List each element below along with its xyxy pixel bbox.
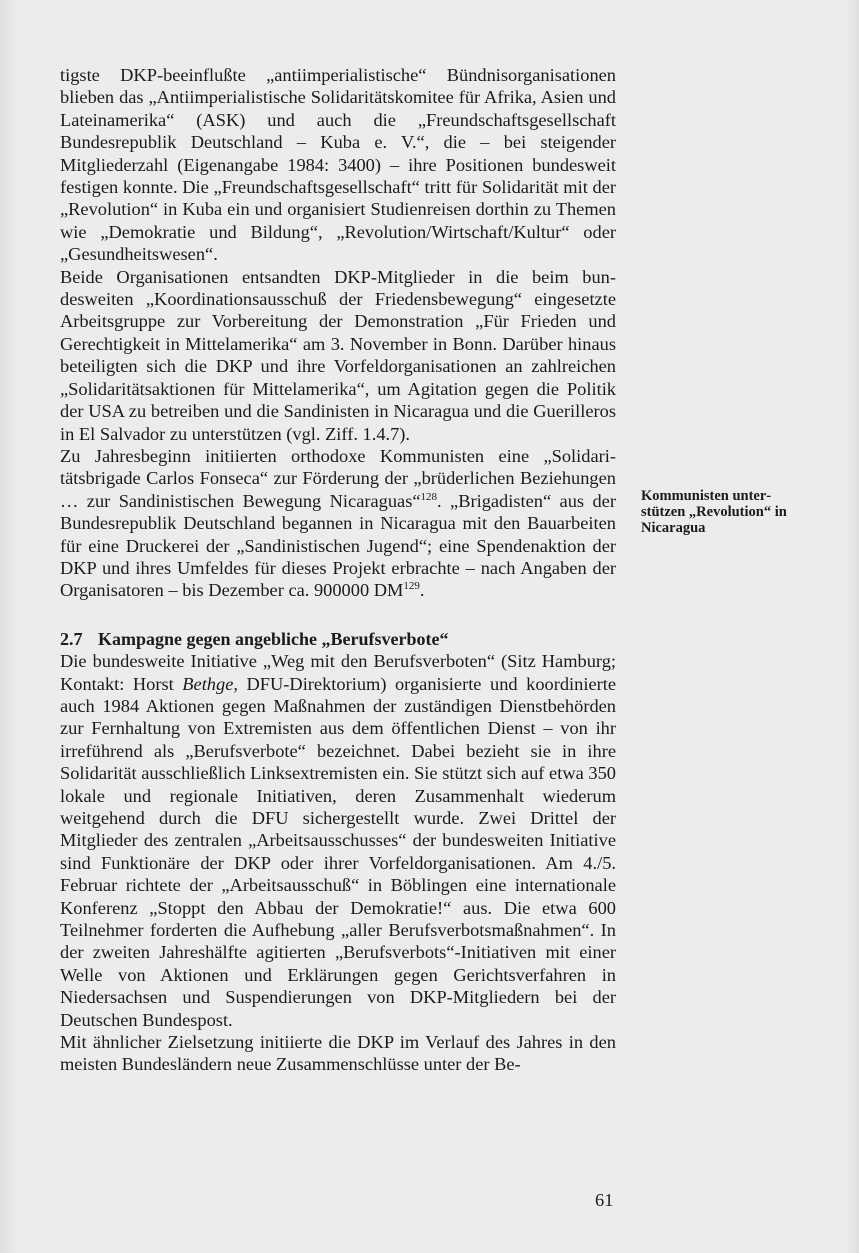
paragraph-berufsverbote-initiative [60,650,616,1031]
page-number: 61 [595,1190,614,1210]
paragraph-text: Zu Jahresbeginn initiierten orthodoxe Kommunisten eine „Solidaritätsbrigade Carlos Fonseca“ zur Förderung der „brüderlichen Beziehungen … zur Sandinistischen Bewegung Nicaraguas“ [60,445,616,511]
paragraph-coordination-committee: Beide Organisationen entsandten DKP-Mitglieder in die beim bundesweiten „Koordinationsausschuß der Friedensbewegung“ eingesetzte Arbeitsgruppe zur Vorbereitung der Demonstration „Für Frieden und Gerechtigkeit in Mittelamerika“ am 3. November in Bonn. Darüber hinaus beteiligten sich die DKP und ihre Vorfeldorganisationen an zahlreichen „Solidaritätsaktionen für Mittelamerika“, um Agitation gegen die Politik der USA zu betreiben und die Sandinisten in Nicaragua und die Guerilleros in El Salvador zu unterstützen (vgl. Ziff. 1.4.7). [60,266,616,444]
paragraph-friendship-societies: tigste DKP-beeinflußte „antiimperialistische“ Bündnisorganisationen blieben das „Antiimperialistische Solidaritätskomitee für Afrika, Asien und Lateinamerika“ (ASK) und auch die „Freundschaftsgesellschaft Bundesrepublik Deutschland – Kuba e. V.“, die – bei steigender Mitgliederzahl (Eigenangabe 1984: 3400) – ihre Positionen bundesweit festigen konnte. Die „Freundschaftsgesellschaft“ tritt für Solidarität mit der „Revolution“ in Kuba ein und organisiert Studienreisen dorthin zu Themen wie „Demokratie und Bildung“, „Revolution/Wirtschaft/Kultur“ oder „Gesundheitswesen“. [60,65,616,265]
footnote-ref: 128 [420,490,438,503]
paragraph-solidarity-brigade [60,445,616,602]
paragraph-text: . „Brigadisten“ aus der Bundesrepublik Deutschland begannen in Nicaragua mit den Bauarbeiten für eine Druckerei der „Sandinistischen Jugend“; eine Spendenaktion der DKP und ihres Umfeldes für dieses Projekt erbrachte – nach Angaben der Organisatoren – bis Dezember ca. 900000 DM [60,490,616,601]
section-title: Kampagne gegen angebliche „Berufsverbote“ [98,628,449,649]
main-text-column [60,64,616,1076]
section-number: 2.7 [60,628,83,649]
footnote-ref: 129 [403,580,420,593]
paragraph-text: DFU-Direktorium) organisierte und koordinierte auch 1984 Aktionen gegen Maßnahmen der zuständigen Dienstbehörden zur Fernhaltung von Extremisten aus dem öffentlichen Dienst – von ihr irreführend als „Berufsverbote“ bezeichnet. Dabei bezieht sie in ihre Solidarität ausschließlich Linksextremisten ein. Sie stützt sich auf etwa 350 lokale und regionale Initiativen, deren Zusammenhalt wiederum weitgehend durch die DFU sichergestellt wurde. Zwei Drittel der Mitglieder des zentralen „Arbeitsausschusses“ der bundesweiten Initiative sind Funktionäre der DKP oder ihrer Vorfeldorganisationen. Am 4./5. Februar richtete der „Arbeitsausschuß“ in Böblingen eine internationale Konferenz „Stoppt den Abbau der Demokratie!“ aus. Die etwa 600 Teilnehmer forderten die Aufhebung „aller Berufsverbotsmaßnahmen“. In der zweiten Jahreshälfte agitierten „Berufsverbots“-Initiativen mit einer Welle von Aktionen und Erklärungen gegen Gerichtsverfahren in Niedersachsen und Suspendierungen von DKP-Mitgliedern bei der Deutschen Bundespost. [60,673,616,1030]
person-name: Bethge, [182,673,238,694]
paragraph-new-associations: Mit ähnlicher Zielsetzung initiierte die DKP im Verlauf des Jahres in den meisten Bundesländern neue Zusammenschlüsse unter der Be- [60,1032,616,1075]
margin-note: Kommunisten unterstützen „Revolution“ in Nicaragua [641,488,787,536]
paragraph-text: . [419,580,425,601]
paragraph-text: Die bundesweite Initiative „Weg mit den Berufsverboten“ (Sitz Hamburg; Kontakt: Horst [60,651,616,694]
section-heading [60,628,616,650]
